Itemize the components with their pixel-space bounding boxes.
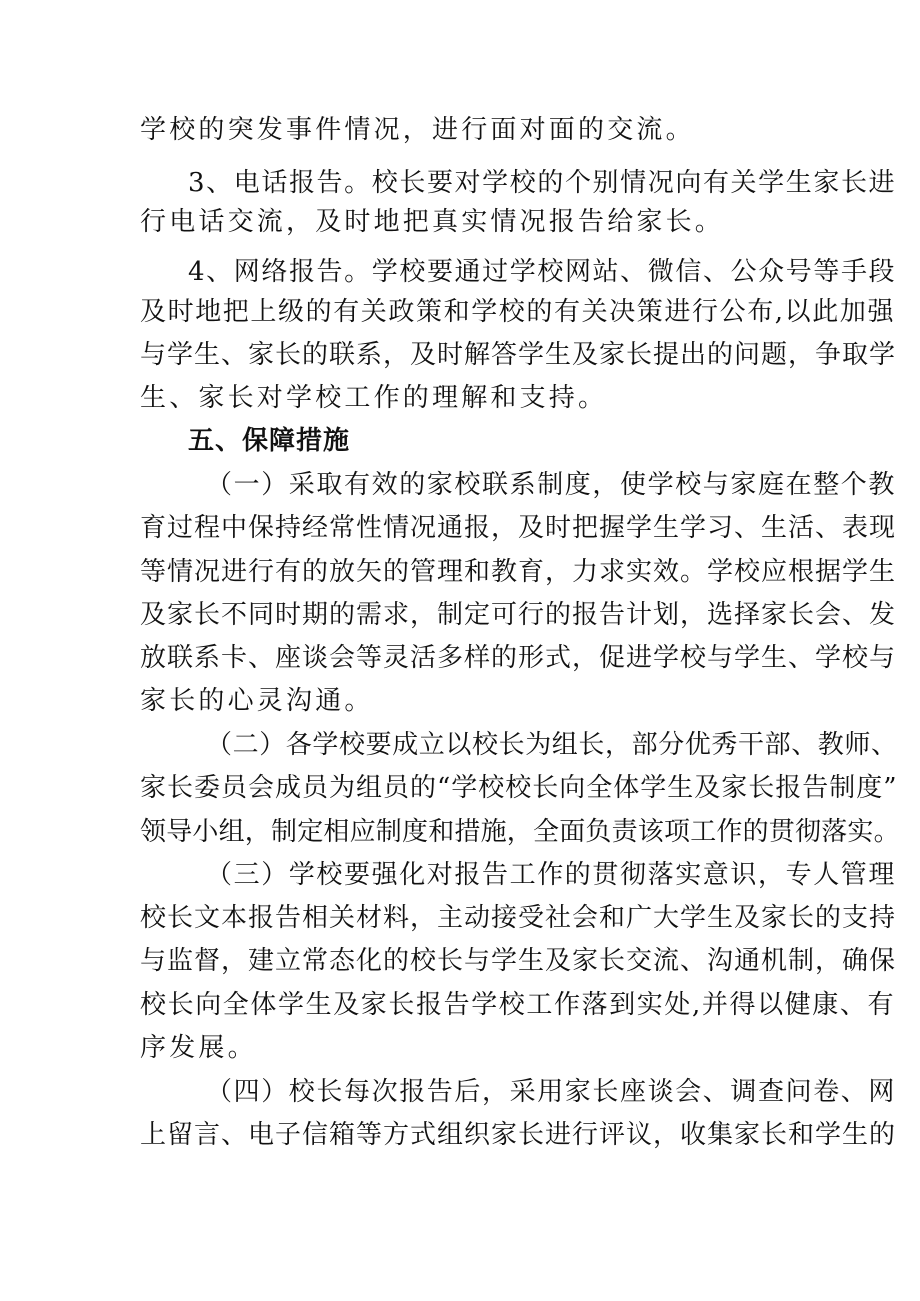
paragraph-line: （三）学校要强化对报告工作的贯彻落实意识，专人管理 [206,860,897,890]
paragraph-line: 与监督，建立常态化的校长与学生及家长交流、沟通机制，确保 [140,946,897,976]
paragraph-line: 家长委员会成员为组员的“学校校长向全体学生及家长报告制度” [140,773,898,803]
paragraph-line: 及时地把上级的有关政策和学校的有关决策进行公布,以此加强 [140,297,896,327]
paragraph-line: 放联系卡、座谈会等灵活多样的形式，促进学校与学生、学校与 [140,643,897,673]
paragraph-line: 育过程中保持经常性情况通报，及时把握学生学习、生活、表现 [140,513,897,543]
paragraph-line: （一）采取有效的家校联系制度，使学校与家庭在整个教 [206,470,897,500]
paragraph-line: 3、电话报告。校长要对学校的个别情况向有关学生家长进 [188,168,897,198]
paragraph-line: 家长的心灵沟通。 [140,686,374,716]
paragraph-line: 序发展。 [140,1033,257,1063]
section-heading: 五、保障措施 [188,426,351,456]
paragraph-line: 校长文本报告相关材料，主动接受社会和广大学生及家长的支持 [140,903,897,933]
paragraph-line: 生、家长对学校工作的理解和支持。 [140,383,608,413]
paragraph-line: （二）各学校要成立以校长为组长，部分优秀干部、教师、 [206,730,898,760]
paragraph-line: 与学生、家长的联系，及时解答学生及家长提出的问题，争取学 [140,340,897,370]
paragraph-line: 校长向全体学生及家长报告学校工作落到实处,并得以健康、有 [140,990,896,1020]
paragraph-line: 领导小组，制定相应制度和措施，全面负责该项工作的贯彻落实。 [140,817,900,847]
paragraph-line: 及家长不同时期的需求，制定可行的报告计划，选择家长会、发 [140,600,897,630]
paragraph-line: 4、网络报告。学校要通过学校网站、微信、公众号等手段 [188,257,897,287]
paragraph-line: 等情况进行有的放矢的管理和教育，力求实效。学校应根据学生 [140,557,897,587]
paragraph-line: 上留言、电子信箱等方式组织家长进行评议，收集家长和学生的 [140,1120,897,1150]
paragraph-line: 行电话交流，及时地把真实情况报告给家长。 [140,207,725,237]
paragraph-line: （四）校长每次报告后，采用家长座谈会、调查问卷、网 [206,1077,897,1107]
paragraph-line: 学校的突发事件情况，进行面对面的交流。 [140,115,695,145]
